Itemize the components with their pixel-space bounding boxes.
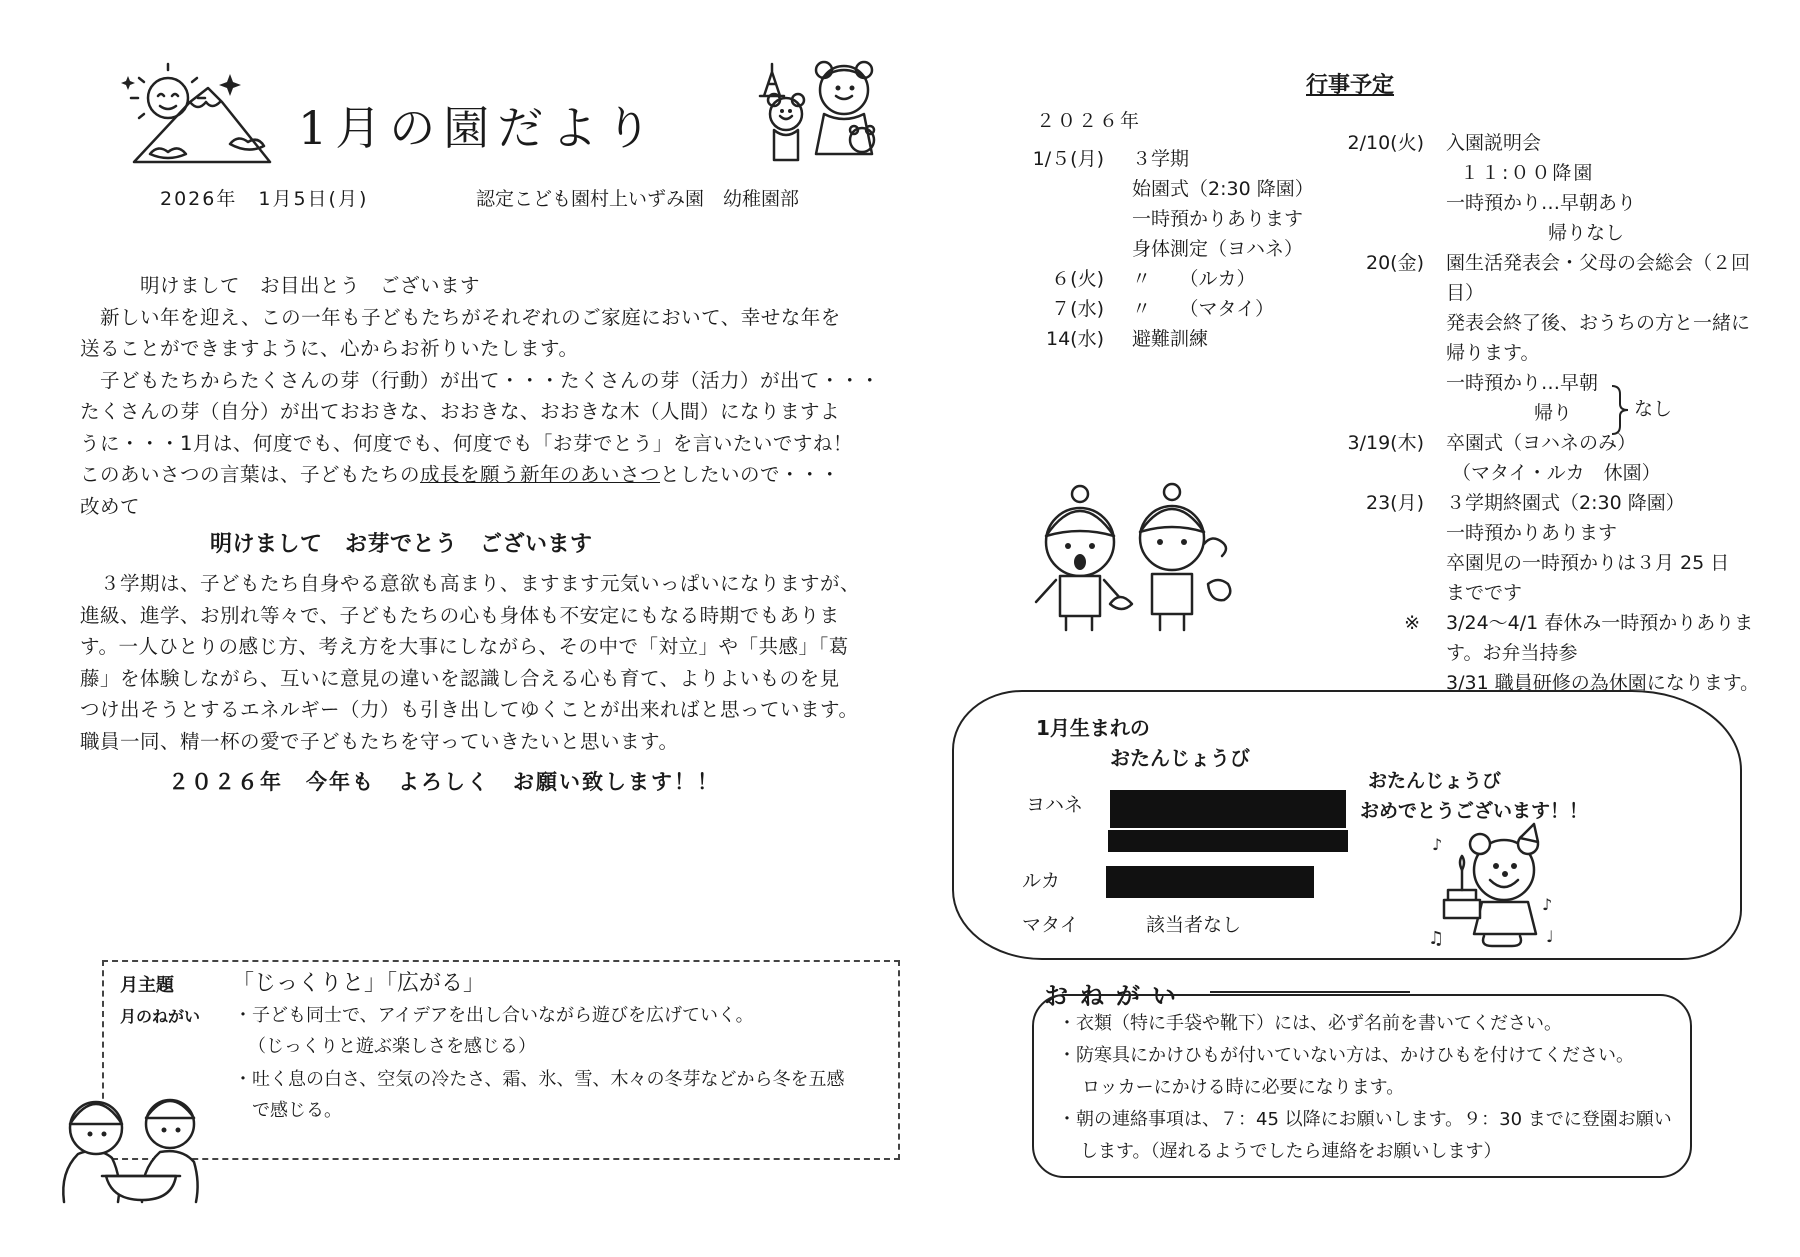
schedule-right-row: 帰り — [1534, 402, 1573, 424]
greeting-p2-l4-underlined: 成長を願う新年のあいさつ — [420, 463, 661, 486]
greeting-p1-l1: 新しい年を迎え、この一年も子どもたちがそれぞれのご家庭において、幸せな年を — [100, 305, 841, 329]
schedule-right-row: 一時預かりあります — [1446, 522, 1618, 544]
birthday-class-ruka: ルカ — [1022, 870, 1061, 892]
greeting-p2-l5: 改めて — [80, 494, 141, 518]
bears-illustration — [752, 56, 892, 174]
theme-value: 「じっくりと」「広がる」 — [232, 971, 486, 996]
onegai-item-3-l2: します。（遅れるようでしたら連絡をお願いします） — [1080, 1141, 1502, 1162]
schedule-left-row: 一時預かりあります — [1132, 208, 1304, 230]
svg-text:♪: ♪ — [1432, 835, 1443, 854]
onegai-item-1: ・衣類（特に手袋や靴下）には、必ず名前を書いてください。 — [1058, 1013, 1562, 1034]
aim-2-l1: ・吐く息の白さ、空気の冷たさ、霜、氷、雪、木々の冬芽などから冬を五感 — [234, 1069, 845, 1090]
schedule-right-row: 20(金) 園生活発表会・父母の会総会（２回 — [1365, 252, 1751, 274]
aim-2-l2: で感じる。 — [252, 1100, 342, 1121]
schedule-left — [1000, 144, 1330, 354]
greeting-line-1: 明けまして お目出とう ございます — [140, 274, 481, 297]
greeting-p1-l2: 送ることができますように、心からお祈りいたします。 — [80, 337, 579, 360]
onegai-heading-rule — [1210, 991, 1410, 993]
schedule-left-row: 1/５(月) ３学期 — [1032, 148, 1190, 170]
greeting-p3-l6: 職員一同、精一杯の愛で子どもたちを守っていきたいと思います。 — [80, 729, 679, 753]
schedule-right-row: 3/31 職員研修の為休園になります。 — [1446, 672, 1760, 694]
onegai-heading: おねがい — [1044, 982, 1188, 1010]
redacted-names — [1108, 830, 1348, 852]
schedule-right — [1310, 128, 1770, 698]
schedule-left-row: 14(水) 避難訓練 — [1045, 328, 1209, 350]
greeting-p3-l2: 進級、進学、お別れ等々で、子どもたちの心も身体も不安定にもなる時期でもありま — [80, 603, 840, 627]
redacted-names — [1106, 866, 1314, 898]
birthday-class-matai: マタイ — [1022, 914, 1079, 936]
aim-label: 月のねがい — [120, 1007, 201, 1026]
birthday-message-l1: おたんじょうび — [1368, 770, 1502, 792]
greeting-p3-l4: 藤」を体験しながら、互いに意見の違いを認識し合える心も育て、よりよいものを見 — [80, 666, 840, 690]
schedule-right-row: 帰りなし — [1548, 222, 1625, 244]
birthday-title-l1: 1月生まれの — [1036, 716, 1150, 740]
greeting-section — [80, 270, 910, 807]
schedule-right-row: 発表会終了後、おうちの方と一緒に — [1446, 312, 1751, 334]
schedule-right-row: 23(月) ３学期終園式（2:30 降園） — [1365, 492, 1685, 514]
greeting-p2-l4-c: としたいので・・・ — [660, 463, 841, 486]
onegai-item-2-l2: ロッカーにかける時に必要になります。 — [1082, 1077, 1405, 1098]
schedule-heading: 行事予定 — [1306, 73, 1395, 98]
theme-label: 月主題 — [120, 975, 174, 996]
children-illustration — [46, 1084, 226, 1204]
greeting-p3-l5: つけ出そうとするエネルギー（力）も引き出してゆくことが出来ればと思っています。 — [80, 698, 859, 721]
schedule-right-row: 一時預かり…早朝あり — [1446, 192, 1637, 214]
greeting-p2-l1: 子どもたちからたくさんの芽（行動）が出て・・・たくさんの芽（活力）が出て・・・ — [100, 368, 881, 392]
redacted-names — [1110, 790, 1346, 828]
birthday-message-l2: おめでとうございます！！ — [1360, 800, 1589, 822]
schedule-right-row: 一時預かり…早朝 — [1446, 372, 1599, 394]
organization-name: 認定こども園村上いずみ園 幼稚園部 — [476, 188, 800, 210]
svg-text:♩: ♩ — [1546, 927, 1554, 946]
schedule-right-row: （マタイ・ルカ 休園） — [1452, 462, 1661, 484]
schedule-right-row: ※ 3/24～4/1 春休み一時預かりありま — [1404, 612, 1754, 634]
birthday-class-johane: ヨハネ — [1026, 794, 1084, 816]
sun-mountain-illustration — [120, 62, 280, 174]
kids-winter-illustration — [1020, 484, 1260, 634]
schedule-left-row: 身体測定（ヨハネ） — [1132, 238, 1304, 260]
svg-text:♪: ♪ — [1542, 895, 1553, 914]
aim-1: ・子ども同士で、アイデアを出し合いながら遊びを広げていく。 — [234, 1005, 754, 1026]
schedule-right-row: 3/19(木) 卒園式（ヨハネのみ） — [1347, 432, 1637, 454]
schedule-year: ２０２６年 — [1036, 110, 1142, 132]
greeting-p2-l2: たくさんの芽（自分）が出ておおきな、おおきな、おおきな木（人間）になりますよ — [80, 400, 841, 423]
greeting-p2-l3: うに・・・1月は、何度でも、何度でも、何度でも「お芽でとう」を言いたいですね！ — [80, 431, 853, 455]
schedule-left-row: ６(火) 〃 （ルカ） — [1051, 268, 1256, 290]
schedule-right-row: 2/10(火) 入園説明会 — [1347, 132, 1542, 154]
schedule-right-row: までです — [1446, 582, 1523, 604]
greeting-p3-l3: す。一人ひとりの感じ方、考え方を大事にしながら、その中で「対立」や「共感」「葛 — [80, 635, 849, 658]
onegai-item-2-l1: ・防寒具にかけひもが付いていない方は、かけひもを付けてください。 — [1058, 1045, 1634, 1066]
bear-cake-illustration — [1424, 820, 1564, 950]
schedule-right-row: １１:００降園 — [1460, 162, 1595, 184]
aim-1-sub: （じっくりと遊ぶ楽しさを感じる） — [248, 1036, 536, 1057]
greeting-line-2: 明けまして お芽でとう ございます — [210, 532, 593, 557]
svg-text:♫: ♫ — [1428, 928, 1445, 949]
schedule-left-row: ７(水) 〃 （マタイ） — [1051, 298, 1275, 320]
birthday-matai-value: 該当者なし — [1146, 914, 1242, 936]
page-title: 1月の園だより — [298, 101, 660, 155]
greeting-p2-l4 — [80, 459, 910, 491]
nashi-label: なし — [1634, 398, 1673, 420]
onegai-item-3-l1: ・朝の連絡事項は、７：45 以降にお願いします。９：30 までに登園お願い — [1058, 1109, 1672, 1130]
closing-line: ２０２６年 今年も よろしく お願い致します！！ — [168, 770, 720, 794]
schedule-right-row: 卒園児の一時預かりは３月 25 日 — [1446, 552, 1730, 574]
greeting-p3-l1: ３学期は、子どもたち自身やる意欲も高まり、ますます元気いっぱいになりますが、 — [100, 572, 861, 595]
birthday-title-l2: おたんじょうび — [1110, 746, 1250, 770]
brace-icon — [1610, 384, 1630, 436]
schedule-right-row: 帰ります。 — [1446, 342, 1540, 364]
schedule-right-row: す。お弁当持参 — [1446, 642, 1578, 664]
issue-date: 2026年 1月5日(月) — [160, 188, 369, 210]
greeting-p2-l4-a: このあいさつの言葉は、子どもたちの — [80, 463, 421, 486]
schedule-left-row: 始園式（2:30 降園） — [1132, 178, 1314, 200]
schedule-right-row: 目） — [1446, 282, 1485, 304]
